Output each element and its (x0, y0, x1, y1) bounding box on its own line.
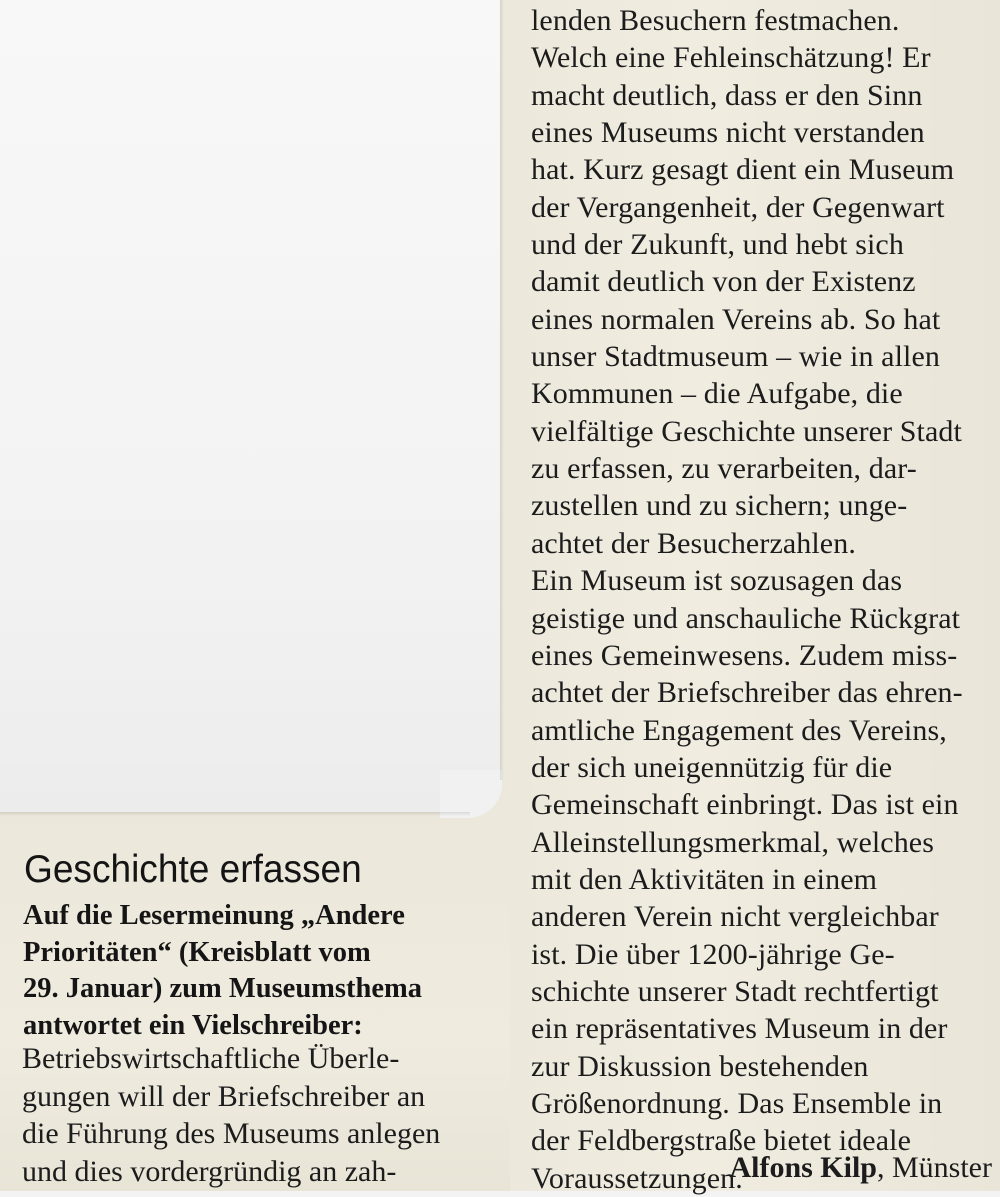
text-line: eines normalen Vereins ab. So hat (531, 302, 941, 336)
text-line: gungen will der Briefschreiber an (22, 1079, 426, 1113)
text-line: die Führung des Museums anlegen (22, 1117, 441, 1150)
text-line: damit deutlich von der Existenz (531, 265, 916, 299)
text-line: und dies vordergründig an zah- (22, 1154, 397, 1188)
text-line: der Feldbergstraße bietet ideale (531, 1124, 911, 1158)
text-line: ist. Die über 1200-jährige Ge- (531, 937, 895, 971)
text-line: Größenordnung. Das Ensemble in (531, 1086, 943, 1120)
text-line: macht deutlich, dass er den Sinn (531, 78, 923, 112)
article-intro (23, 898, 422, 1044)
text-line: mit den Aktivitäten in einem (531, 862, 878, 896)
text-line: Voraussetzungen. (531, 1161, 743, 1195)
intro-line: Prioritäten“ (Kreisblatt vom (23, 936, 371, 968)
text-line: achtet der Besucherzahlen. (531, 526, 856, 560)
intro-line: antwortet ein Vielschreiber: (23, 1009, 363, 1041)
text-line: vielfältige Geschichte unserer Stadt (531, 414, 962, 448)
text-line: schichte unserer Stadt rechtfertigt (531, 974, 939, 1008)
article-headline: Geschichte erfassen (24, 848, 362, 891)
text-line: Kommunen – die Aufgabe, die (531, 377, 903, 411)
text-line: Betriebswirtschaftliche Überle- (22, 1042, 400, 1075)
text-line: der Vergangenheit, der Gegenwart (531, 190, 945, 224)
text-line: geistige und anschauliche Rückgrat (531, 601, 961, 635)
text-line: amtliche Engagement des Vereins, (531, 713, 947, 747)
text-line: eines Museums nicht verstanden (531, 116, 925, 150)
signature (729, 1149, 992, 1186)
right-text-column (531, 2, 993, 1197)
text-line: Welch eine Fehleinschätzung! Er (531, 41, 931, 75)
text-line: zu erfassen, zu verarbeiten, dar- (531, 452, 917, 486)
text-line: anderen Verein nicht vergleichbar (531, 900, 939, 934)
intro-line: 29. Januar) zum Museumsthema (23, 973, 422, 1004)
clipping-edge-shadow-horizontal (0, 812, 470, 816)
clipping-edge-shadow (500, 0, 504, 780)
left-text-column (22, 1040, 440, 1190)
text-line: Gemeinschaft einbringt. Das ist ein (531, 788, 959, 822)
text-line: Ein Museum ist sozusagen das (531, 564, 903, 598)
signature-separator: , (877, 1151, 892, 1184)
text-line: unser Stadtmuseum – wie in allen (531, 340, 940, 374)
text-line: zustellen und zu sichern; unge- (531, 489, 908, 523)
text-line: eines Gemeinwesens. Zudem miss- (531, 638, 958, 672)
text-line: zur Diskussion bestehenden (531, 1049, 869, 1083)
text-line: hat. Kurz gesagt dient ein Museum (531, 153, 955, 187)
text-line: lenden Besuchern festmachen. (531, 4, 900, 37)
text-line: der sich uneigennützig für die (531, 750, 893, 784)
intro-line: Auf die Lesermeinung „Andere (23, 900, 405, 931)
signature-name: Alfons Kilp (729, 1151, 877, 1184)
text-line: Alleinstellungsmerkmal, welches (531, 825, 935, 859)
text-line: achtet der Briefschreiber das ehren- (531, 676, 963, 710)
signature-city: Münster (892, 1151, 992, 1184)
text-line: ein repräsentatives Museum in der (531, 1012, 948, 1046)
text-line: und der Zukunft, und hebt sich (531, 228, 904, 262)
backing-paper (0, 0, 505, 820)
